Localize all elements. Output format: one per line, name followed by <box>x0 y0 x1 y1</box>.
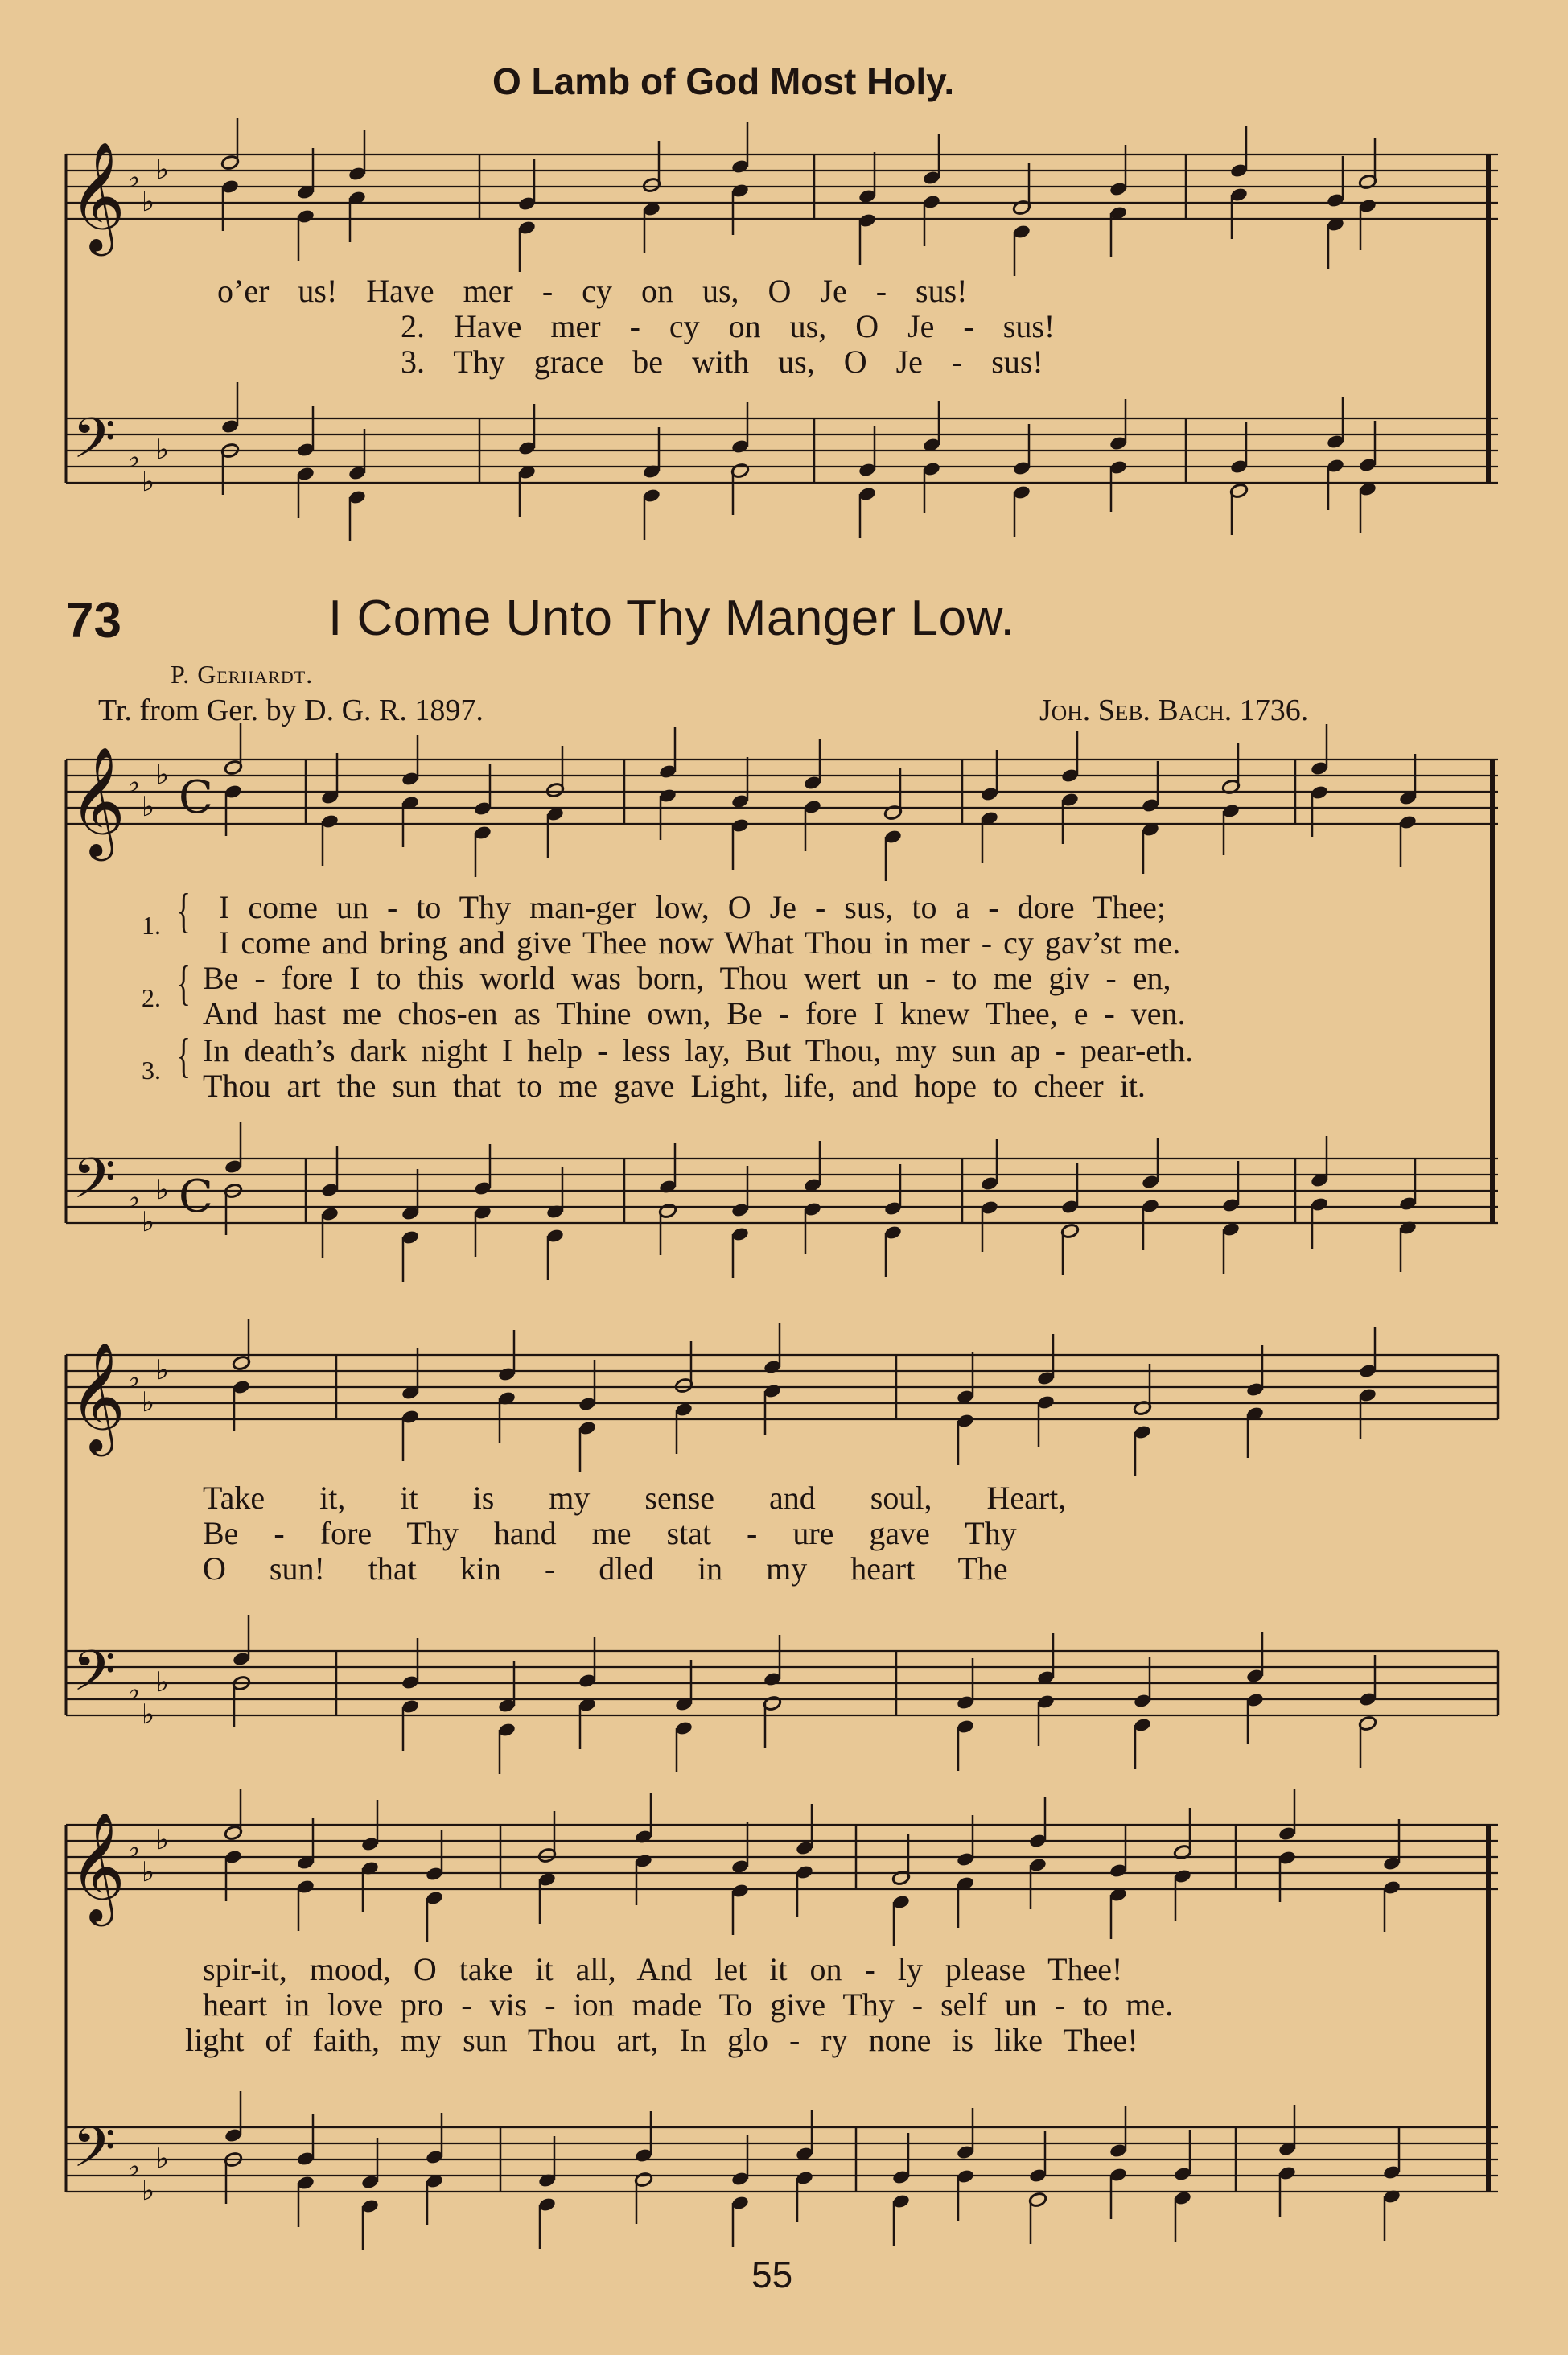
verse-number-2: 2. <box>142 983 161 1012</box>
system2-bass-clef-icon: 𝄢 <box>72 1638 117 1717</box>
system1-common-time-icon: C <box>179 1171 213 1223</box>
verse-1-line-2: I come and bring and give Thee now What Thou in mer - cy gav’st me. <box>219 924 1181 961</box>
system2-flat-icon: ♭ <box>156 1354 170 1386</box>
system3-flat-icon: ♭ <box>127 2151 141 2183</box>
system3-flat-icon: ♭ <box>156 1824 170 1856</box>
prev-system-treble-clef-icon: 𝄞 <box>69 140 126 251</box>
system3-flat-icon: ♭ <box>127 1832 141 1864</box>
system2-lyric-2: Be - fore Thy hand me stat - ure gave Thy <box>203 1515 1017 1551</box>
verse-brace-2: { <box>176 957 191 1010</box>
system2-flat-icon: ♭ <box>127 1674 141 1707</box>
verse-3-line-1: In death’s dark night I help - less lay, But Thou, my sun ap - pear-eth. <box>203 1032 1194 1068</box>
verse-brace-1: { <box>176 884 191 937</box>
prev-system-bass-clef-icon: 𝄢 <box>72 406 117 484</box>
system3-treble-clef-icon: 𝄞 <box>69 1810 126 1921</box>
system3-flat-icon: ♭ <box>142 2175 155 2207</box>
prev-hymn-lyric-3: 3. Thy grace be with us, O Je - sus! <box>401 344 1043 380</box>
system2-flat-icon: ♭ <box>142 1698 155 1731</box>
system1-flat-icon: ♭ <box>142 1206 155 1238</box>
system3-flat-icon: ♭ <box>156 2143 170 2175</box>
system2-flat-icon: ♭ <box>142 1386 155 1418</box>
prev-hymn-title: O Lamb of God Most Holy. <box>492 60 955 102</box>
prev-system-flat-icon: ♭ <box>142 186 155 218</box>
system2-lyric-1: Take it, it is my sense and soul, Heart, <box>203 1480 1067 1516</box>
prev-hymn-lyric-1: o’er us! Have mer - cy on us, O Je - sus! <box>217 273 968 309</box>
prev-system-flat-icon: ♭ <box>127 442 141 474</box>
system3-flat-icon: ♭ <box>142 1856 155 1888</box>
verse-1-line-1: I come un - to Thy man-ger low, O Je - sus, to a - dore Thee; <box>219 889 1167 925</box>
system3-lyric-3: light of faith, my sun Thou art, In glo - ry none is like Thee! <box>185 2022 1138 2058</box>
verse-number-3: 3. <box>142 1056 161 1085</box>
prev-system-flat-icon: ♭ <box>156 154 170 186</box>
verse-2-line-1: Be - fore I to this world was born, Thou wert un - to me giv - en, <box>203 960 1171 996</box>
system1-common-time-icon: C <box>179 772 213 824</box>
hymn-composer: Joh. Seb. Bach. 1736. <box>1039 694 1309 727</box>
system1-flat-icon: ♭ <box>127 1182 141 1214</box>
system1-flat-icon: ♭ <box>156 1174 170 1206</box>
system3-lyric-2: heart in love pro - vis - ion made To give Thy - self un - to me. <box>203 1987 1174 2023</box>
hymn-number: 73 <box>66 593 121 648</box>
hymn-author: P. Gerhardt. <box>171 660 314 689</box>
hymn-translator: Tr. from Ger. by D. G. R. 1897. <box>98 694 484 727</box>
prev-hymn-lyric-2: 2. Have mer - cy on us, O Je - sus! <box>401 308 1056 344</box>
system3-bass-clef-icon: 𝄢 <box>72 2114 117 2193</box>
system1-flat-icon: ♭ <box>127 767 141 799</box>
page-number: 55 <box>751 2254 793 2295</box>
hymn-title: I Come Unto Thy Manger Low. <box>328 591 1015 646</box>
verse-number-1: 1. <box>142 911 161 940</box>
verse-brace-3: { <box>176 1029 191 1082</box>
system1-treble-clef-icon: 𝄞 <box>69 745 126 856</box>
verse-3-line-2: Thou art the sun that to me gave Light, life, and hope to cheer it. <box>203 1068 1146 1104</box>
prev-system-flat-icon: ♭ <box>156 434 170 466</box>
system2-flat-icon: ♭ <box>127 1362 141 1394</box>
system1-bass-clef-icon: 𝄢 <box>72 1146 117 1225</box>
system2-treble-clef-icon: 𝄞 <box>69 1340 126 1451</box>
system1-flat-icon: ♭ <box>142 791 155 823</box>
system1-flat-icon: ♭ <box>156 759 170 791</box>
system3-lyric-1: spir-it, mood, O take it all, And let it on - ly please Thee! <box>203 1951 1123 1987</box>
prev-system-flat-icon: ♭ <box>127 162 141 194</box>
system2-flat-icon: ♭ <box>156 1666 170 1698</box>
system2-lyric-3: O sun! that kin - dled in my heart The <box>203 1550 1008 1587</box>
verse-2-line-2: And hast me chos-en as Thine own, Be - fore I knew Thee, e - ven. <box>203 995 1186 1031</box>
prev-system-flat-icon: ♭ <box>142 466 155 498</box>
